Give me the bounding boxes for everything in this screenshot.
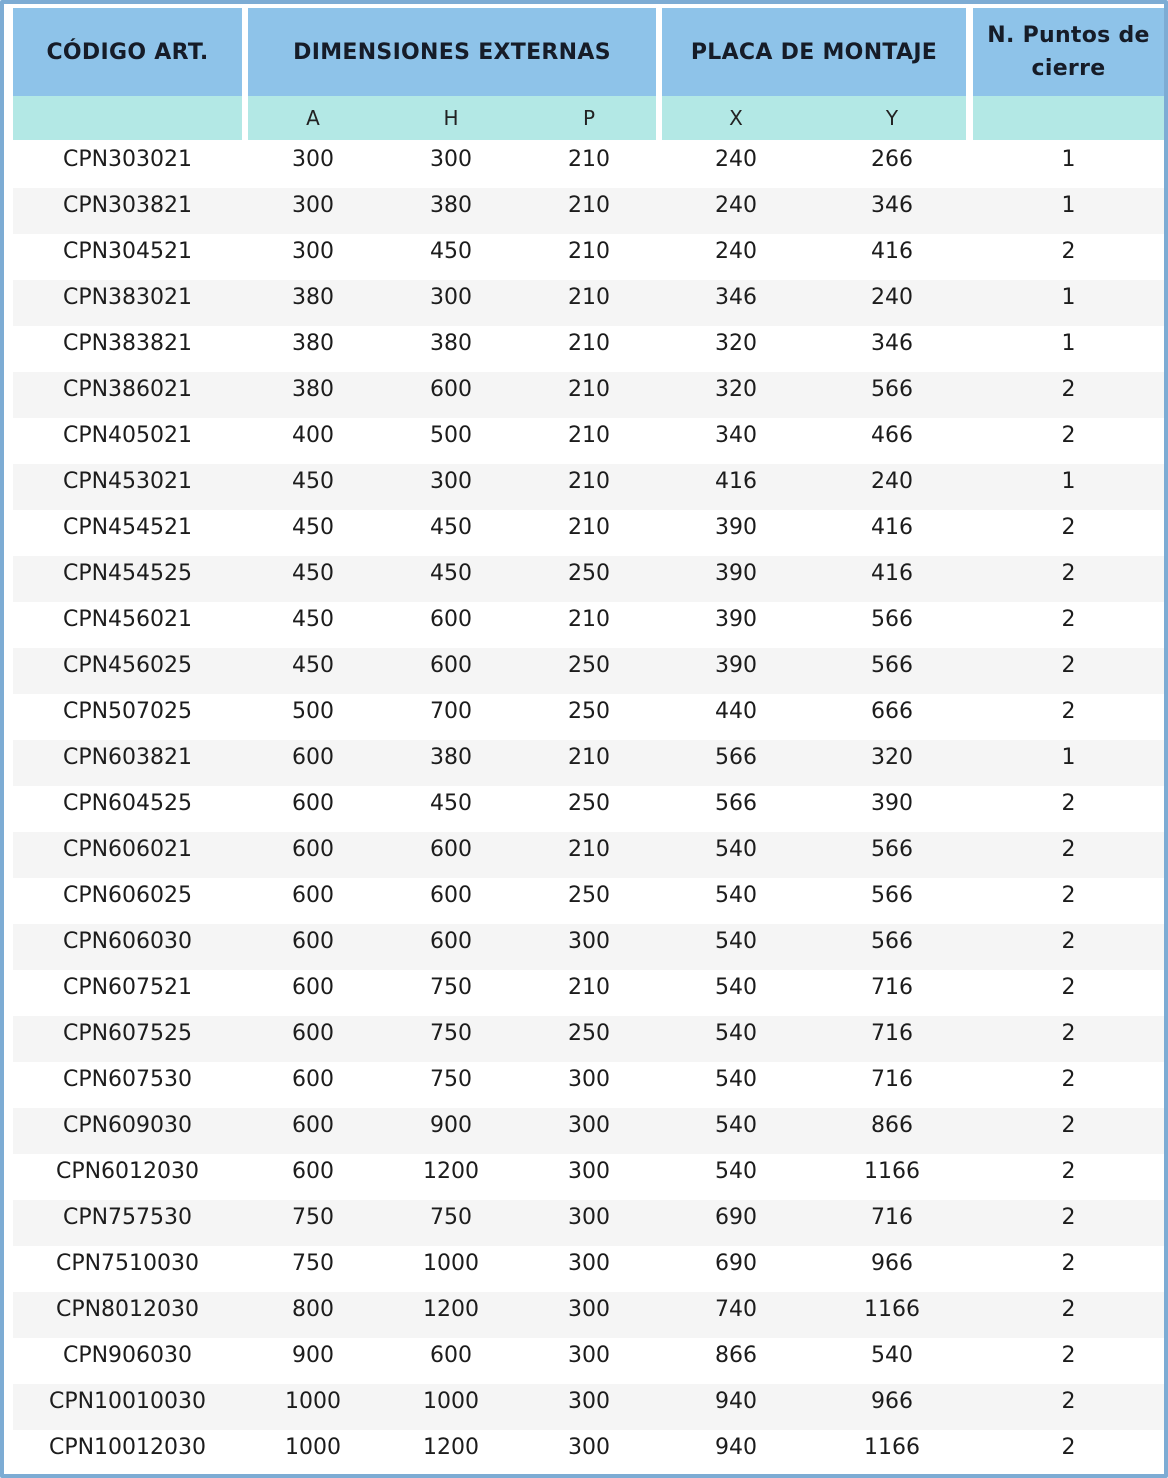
x-cell: 540 [715, 929, 757, 954]
y-cell: 566 [871, 377, 913, 402]
x-cell: 566 [715, 745, 757, 770]
table-row [13, 1338, 1164, 1384]
h-cell: 600 [430, 1343, 472, 1368]
h-cell: 700 [430, 699, 472, 724]
points-cell: 2 [1061, 1297, 1076, 1322]
code-cell: CPN6012030 [55, 1159, 200, 1184]
code-cell: CPN603821 [62, 745, 193, 770]
code-cell: CPN757530 [62, 1205, 193, 1230]
table-row [13, 234, 1164, 280]
x-cell: 540 [715, 1159, 757, 1184]
code-cell: CPN454525 [62, 561, 193, 586]
x-cell: 540 [715, 1067, 757, 1092]
code-cell: CPN606025 [62, 883, 193, 908]
a-cell: 900 [292, 1343, 334, 1368]
y-cell: 540 [871, 1343, 913, 1368]
y-cell: 320 [871, 745, 913, 770]
points-cell: 2 [1061, 929, 1076, 954]
h-cell: 450 [430, 791, 472, 816]
subheader-p: P [582, 106, 596, 130]
code-cell: CPN7510030 [55, 1251, 200, 1276]
x-cell: 340 [715, 423, 757, 448]
points-cell: 2 [1061, 377, 1076, 402]
h-cell: 300 [430, 147, 472, 172]
a-cell: 600 [292, 745, 334, 770]
h-cell: 900 [430, 1113, 472, 1138]
code-cell: CPN604525 [62, 791, 193, 816]
table-row [13, 418, 1164, 464]
y-cell: 346 [871, 331, 913, 356]
points-cell: 2 [1061, 653, 1076, 678]
points-cell: 2 [1061, 423, 1076, 448]
y-cell: 566 [871, 883, 913, 908]
code-cell: CPN453021 [62, 469, 193, 494]
points-cell: 1 [1061, 147, 1076, 172]
code-cell: CPN8012030 [55, 1297, 200, 1322]
y-cell: 566 [871, 653, 913, 678]
subheader-a: A [306, 106, 320, 130]
points-cell: 2 [1061, 975, 1076, 1000]
y-cell: 566 [871, 929, 913, 954]
code-cell: CPN606030 [62, 929, 193, 954]
points-cell: 2 [1061, 1389, 1076, 1414]
points-cell: 2 [1061, 1435, 1076, 1460]
h-cell: 300 [430, 469, 472, 494]
a-cell: 600 [292, 837, 334, 862]
table-row [13, 326, 1164, 372]
h-cell: 600 [430, 837, 472, 862]
h-cell: 1200 [423, 1435, 479, 1460]
h-cell: 1200 [423, 1297, 479, 1322]
a-cell: 380 [292, 331, 334, 356]
y-cell: 716 [871, 1067, 913, 1092]
p-cell: 300 [568, 1113, 610, 1138]
h-cell: 380 [430, 331, 472, 356]
y-cell: 390 [871, 791, 913, 816]
y-cell: 416 [871, 515, 913, 540]
h-cell: 600 [430, 929, 472, 954]
points-cell: 2 [1061, 239, 1076, 264]
x-cell: 346 [715, 285, 757, 310]
points-cell: 2 [1061, 1159, 1076, 1184]
y-cell: 866 [871, 1113, 913, 1138]
x-cell: 940 [715, 1389, 757, 1414]
y-cell: 266 [871, 147, 913, 172]
table-row [13, 1154, 1164, 1200]
table-row [13, 694, 1164, 740]
a-cell: 300 [292, 147, 334, 172]
points-cell: 2 [1061, 883, 1076, 908]
points-cell: 2 [1061, 561, 1076, 586]
p-cell: 210 [568, 377, 610, 402]
a-cell: 600 [292, 1113, 334, 1138]
p-cell: 300 [568, 1297, 610, 1322]
subheader-x: X [729, 106, 743, 130]
points-cell: 2 [1061, 699, 1076, 724]
x-cell: 240 [715, 147, 757, 172]
p-cell: 250 [568, 883, 610, 908]
p-cell: 250 [568, 653, 610, 678]
code-cell: CPN383821 [62, 331, 193, 356]
table-row [13, 740, 1164, 786]
y-cell: 466 [871, 423, 913, 448]
p-cell: 250 [568, 561, 610, 586]
header-closing-points-line2: cierre [1031, 56, 1106, 81]
table-row [13, 1016, 1164, 1062]
p-cell: 250 [568, 699, 610, 724]
header-mounting-plate [662, 8, 966, 96]
table-row [13, 970, 1164, 1016]
a-cell: 600 [292, 883, 334, 908]
a-cell: 400 [292, 423, 334, 448]
a-cell: 600 [292, 1067, 334, 1092]
h-cell: 1200 [423, 1159, 479, 1184]
p-cell: 210 [568, 331, 610, 356]
x-cell: 320 [715, 331, 757, 356]
h-cell: 450 [430, 561, 472, 586]
header-code [13, 8, 242, 96]
h-cell: 300 [430, 285, 472, 310]
x-cell: 566 [715, 791, 757, 816]
code-cell: CPN606021 [62, 837, 193, 862]
table-row [13, 878, 1164, 924]
table-row [13, 1200, 1164, 1246]
header-mounting-plate-label: PLACA DE MONTAJE [690, 39, 938, 65]
code-cell: CPN10010030 [48, 1389, 207, 1414]
h-cell: 500 [430, 423, 472, 448]
table-row [13, 372, 1164, 418]
points-cell: 2 [1061, 1113, 1076, 1138]
x-cell: 240 [715, 239, 757, 264]
h-cell: 750 [430, 975, 472, 1000]
code-cell: CPN607530 [62, 1067, 193, 1092]
p-cell: 300 [568, 1067, 610, 1092]
h-cell: 600 [430, 883, 472, 908]
points-cell: 2 [1061, 1021, 1076, 1046]
x-cell: 416 [715, 469, 757, 494]
y-cell: 566 [871, 607, 913, 632]
a-cell: 500 [292, 699, 334, 724]
table-row [13, 1430, 1164, 1476]
p-cell: 300 [568, 929, 610, 954]
points-cell: 2 [1061, 515, 1076, 540]
code-cell: CPN906030 [62, 1343, 193, 1368]
y-cell: 1166 [864, 1435, 920, 1460]
table-row [13, 1246, 1164, 1292]
p-cell: 210 [568, 239, 610, 264]
table-row [13, 602, 1164, 648]
p-cell: 300 [568, 1159, 610, 1184]
x-cell: 440 [715, 699, 757, 724]
points-cell: 2 [1061, 837, 1076, 862]
subheader-h: H [443, 106, 459, 130]
table-body [13, 142, 1164, 1476]
x-cell: 390 [715, 653, 757, 678]
h-cell: 750 [430, 1205, 472, 1230]
x-cell: 540 [715, 1021, 757, 1046]
h-cell: 380 [430, 193, 472, 218]
points-cell: 2 [1061, 791, 1076, 816]
table-row [13, 142, 1164, 188]
code-cell: CPN454521 [62, 515, 193, 540]
table-row [13, 1384, 1164, 1430]
p-cell: 300 [568, 1251, 610, 1276]
a-cell: 800 [292, 1297, 334, 1322]
p-cell: 250 [568, 791, 610, 816]
points-cell: 1 [1061, 193, 1076, 218]
a-cell: 750 [292, 1251, 334, 1276]
table-row [13, 648, 1164, 694]
p-cell: 300 [568, 1435, 610, 1460]
p-cell: 300 [568, 1205, 610, 1230]
h-cell: 600 [430, 653, 472, 678]
p-cell: 210 [568, 745, 610, 770]
x-cell: 390 [715, 515, 757, 540]
y-cell: 716 [871, 1021, 913, 1046]
code-cell: CPN304521 [62, 239, 193, 264]
table-row [13, 1292, 1164, 1338]
p-cell: 210 [568, 515, 610, 540]
points-cell: 1 [1061, 469, 1076, 494]
code-cell: CPN10012030 [48, 1435, 207, 1460]
y-cell: 966 [871, 1389, 913, 1414]
y-cell: 716 [871, 1205, 913, 1230]
points-cell: 1 [1061, 285, 1076, 310]
p-cell: 210 [568, 285, 610, 310]
x-cell: 240 [715, 193, 757, 218]
a-cell: 1000 [285, 1389, 341, 1414]
h-cell: 1000 [423, 1389, 479, 1414]
table-row [13, 786, 1164, 832]
code-cell: CPN303821 [62, 193, 193, 218]
h-cell: 380 [430, 745, 472, 770]
x-cell: 540 [715, 1113, 757, 1138]
y-cell: 240 [871, 285, 913, 310]
p-cell: 210 [568, 469, 610, 494]
table-row [13, 188, 1164, 234]
header-code-label: CÓDIGO ART. [46, 39, 209, 65]
table-row [13, 1062, 1164, 1108]
y-cell: 416 [871, 561, 913, 586]
a-cell: 1000 [285, 1435, 341, 1460]
points-cell: 2 [1061, 1343, 1076, 1368]
h-cell: 750 [430, 1067, 472, 1092]
y-cell: 966 [871, 1251, 913, 1276]
a-cell: 300 [292, 193, 334, 218]
p-cell: 210 [568, 193, 610, 218]
code-cell: CPN607521 [62, 975, 193, 1000]
a-cell: 450 [292, 561, 334, 586]
a-cell: 450 [292, 469, 334, 494]
x-cell: 540 [715, 837, 757, 862]
a-cell: 450 [292, 653, 334, 678]
y-cell: 1166 [864, 1297, 920, 1322]
a-cell: 450 [292, 607, 334, 632]
table-row [13, 832, 1164, 878]
a-cell: 380 [292, 285, 334, 310]
points-cell: 1 [1061, 331, 1076, 356]
h-cell: 1000 [423, 1251, 479, 1276]
p-cell: 250 [568, 1021, 610, 1046]
p-cell: 210 [568, 975, 610, 1000]
header-dimensions-label: DIMENSIONES EXTERNAS [293, 39, 611, 65]
x-cell: 320 [715, 377, 757, 402]
p-cell: 300 [568, 1389, 610, 1414]
x-cell: 390 [715, 561, 757, 586]
code-cell: CPN386021 [62, 377, 193, 402]
subheader-points-cell [973, 96, 1164, 140]
x-cell: 540 [715, 975, 757, 1000]
code-cell: CPN303021 [62, 147, 193, 172]
a-cell: 300 [292, 239, 334, 264]
a-cell: 450 [292, 515, 334, 540]
points-cell: 2 [1061, 1251, 1076, 1276]
h-cell: 600 [430, 377, 472, 402]
x-cell: 690 [715, 1205, 757, 1230]
code-cell: CPN456021 [62, 607, 193, 632]
x-cell: 390 [715, 607, 757, 632]
table-row [13, 924, 1164, 970]
a-cell: 380 [292, 377, 334, 402]
p-cell: 210 [568, 423, 610, 448]
code-cell: CPN507025 [62, 699, 193, 724]
p-cell: 210 [568, 837, 610, 862]
y-cell: 346 [871, 193, 913, 218]
y-cell: 716 [871, 975, 913, 1000]
subheader-code-cell [13, 96, 242, 140]
y-cell: 1166 [864, 1159, 920, 1184]
table-row [13, 556, 1164, 602]
h-cell: 600 [430, 607, 472, 632]
x-cell: 540 [715, 883, 757, 908]
p-cell: 210 [568, 147, 610, 172]
points-cell: 2 [1061, 607, 1076, 632]
header-dimensions [248, 8, 656, 96]
table-row [13, 280, 1164, 326]
x-cell: 740 [715, 1297, 757, 1322]
y-cell: 416 [871, 239, 913, 264]
y-cell: 240 [871, 469, 913, 494]
code-cell: CPN405021 [62, 423, 193, 448]
a-cell: 600 [292, 975, 334, 1000]
code-cell: CPN456025 [62, 653, 193, 678]
points-cell: 2 [1061, 1067, 1076, 1092]
a-cell: 750 [292, 1205, 334, 1230]
y-cell: 666 [871, 699, 913, 724]
points-cell: 2 [1061, 1205, 1076, 1230]
p-cell: 300 [568, 1343, 610, 1368]
table-row [13, 464, 1164, 510]
code-cell: CPN609030 [62, 1113, 193, 1138]
a-cell: 600 [292, 1159, 334, 1184]
x-cell: 940 [715, 1435, 757, 1460]
x-cell: 866 [715, 1343, 757, 1368]
h-cell: 750 [430, 1021, 472, 1046]
header-closing-points-line1: N. Puntos de [987, 23, 1150, 48]
code-cell: CPN607525 [62, 1021, 193, 1046]
a-cell: 600 [292, 929, 334, 954]
table-row [13, 510, 1164, 556]
header-closing-points [973, 8, 1164, 96]
x-cell: 690 [715, 1251, 757, 1276]
a-cell: 600 [292, 1021, 334, 1046]
points-cell: 1 [1061, 745, 1076, 770]
subheader-y: Y [885, 106, 899, 130]
h-cell: 450 [430, 515, 472, 540]
code-cell: CPN383021 [62, 285, 193, 310]
table-row [13, 1108, 1164, 1154]
p-cell: 210 [568, 607, 610, 632]
a-cell: 600 [292, 791, 334, 816]
h-cell: 450 [430, 239, 472, 264]
y-cell: 566 [871, 837, 913, 862]
